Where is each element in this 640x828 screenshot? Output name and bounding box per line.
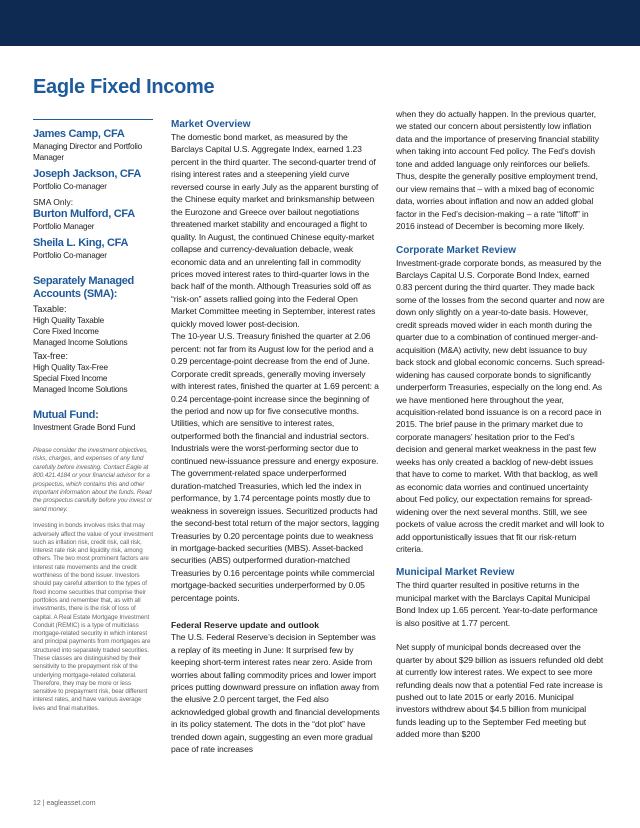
top-banner [0, 0, 640, 46]
market-overview-paragraph: The 10-year U.S. Treasury finished the quarter at 2.06 percent: not far from its August low for the period and a 0.29 percentage-point decrease from the end of June. Corporate credit spreads, generally moving inversely with interest rates, finished the quarter at 1.69 percent: a 0.24 percentage-point increase since the beginning of the period and now up for five consecutive months. Utilities, which are sensitive to interest rates, outperformed both the financial and industrial sectors. Industrials were the worst-performing sector due to continued new-issuance pressure and energy exposure. The government-related space underperformed duration-matched Treasuries, which led the index in performance, by 1.74 percentage points mostly due to weakness in sovereign issues. Securitized products had the second-best total return of the major sectors, lagging Treasuries by 0.20 percentage points due to weakness in mortgage-backed securities (MBS). Asset-backed securities (ABS) outperformed duration-matched Treasuries by 0.16 percentage points while commercial mortgage-backed securities underperformed by 0.05 percentage points. [171, 331, 380, 603]
municipal-heading: Municipal Market Review [396, 567, 515, 579]
strategy-item: Core Fixed Income [33, 327, 99, 336]
risk-disclosure: Investing in bonds involves risks that may adversely affect the value of your investment such as inflation risk, credit risk, call risk, interest rate risk and liquidity risk, among others. The two most prominent factors are interest rate movements and the credit worthiness of the bond issuer. Investors should pay careful attention to the types of fixed income securities that comprise their portfolios and remember that, as with all investments, there is the risk of loss of capital. A Real Estate Mortgage Investment Conduit (REMIC) is a type of multiclass mortgage-related security in which interest and principal payments from mortgages are structured into separately traded securities. These classes are distinguished by their sensitivity to the prepayment risk of the underlying mortgage-related collateral. Therefore, they may be more or less sensitive to prepayment risk, bear different interest rates, and have various average lives and final maturities. [33, 522, 153, 712]
manager-role: Portfolio Co-manager [33, 182, 107, 191]
taxable-label: Taxable: [33, 304, 67, 314]
strategy-item: High Quality Tax-Free [33, 363, 108, 372]
corporate-paragraph: Investment-grade corporate bonds, as measured by the Barclays Capital U.S. Corporate Bond Index, earned 0.83 percent during the third quarter. They made back some of the losses from the second quarter and now are down only slightly on a year-to-date basis. However, credit spreads moved wider in each month during the quarter due to a combination of continued merger-and-acquisition (M&A) activity, new debt issuance to buy back stock and global economic concerns. Such spread-widening has caused corporate bonds to significantly underperform Treasuries, especially on the long end. As we have mentioned here throughout the year, acquisition-related bond issuance is on a record pace in 2015. The brief pause in the primary market due to corporate managers’ hesitation prior to the Fed’s decision and general market weakness in the past few weeks has only created a backlog of new-debt issues that have to come to market. With that backlog, as well as economic data worries and continued uncertainty about Fed policy, our expectation remains for spread-widening over the next several months. Still, we see pockets of value across the credit market and will look to add opportunistically issues that fit our risk-return criteria. [396, 257, 605, 554]
manager-name: Sheila L. King, CFA [33, 237, 129, 249]
main-column-left [171, 119, 380, 756]
sma-heading: Separately Managed Accounts (SMA): [33, 275, 134, 300]
fed-paragraph: when they do actually happen. In the previous quarter, we stated our concern about persistently low inflation data and the importance of preserving financial stability when taking into account Fed policy. The Fed’s dovish tone and added language only reinforces our beliefs. Thus, despite the generally positive employment trend, our view remains that – with a mixed bag of economic data, worries about inflation and now an added global factor in the Fed’s decision-making – a rate “liftoff” in 2016 instead of December is becoming more likely. [396, 109, 599, 232]
municipal-paragraph: The third quarter resulted in positive returns in the municipal market with the Barclays Capital Municipal Bond Index up 1.65 percent. Year-to-date performance is also positive at 1.77 percent. [396, 580, 598, 628]
market-overview-heading: Market Overview [171, 119, 251, 130]
main-column-right [396, 108, 605, 741]
manager-name: Burton Mulford, CFA [33, 208, 135, 220]
sidebar [33, 119, 153, 713]
strategy-item: Managed Income Solutions [33, 338, 128, 347]
manager-role: Managing Director and Portfolio Manager [33, 142, 142, 162]
manager-name: James Camp, CFA [33, 128, 125, 140]
prospectus-disclaimer: Please consider the investment objectives, risks, charges, and expenses of any fund carefully before investing. Contact Eagle at 800.421.4184 or your financial advisor for a prospectus, which contains this and other important information about the funds. Read the prospectus carefully before you invest or send money. [33, 447, 153, 513]
page-title: Eagle Fixed Income [33, 76, 215, 98]
fund-item: Investment Grade Bond Fund [33, 423, 136, 432]
strategy-item: High Quality Taxable [33, 316, 104, 325]
strategy-item: Special Fixed Income [33, 374, 108, 383]
mutual-fund-heading: Mutual Fund: [33, 409, 99, 421]
corporate-heading: Corporate Market Review [396, 244, 517, 256]
manager-role: Portfolio Manager [33, 222, 95, 231]
manager-name: Joseph Jackson, CFA [33, 168, 142, 180]
sma-only-label: SMA Only: [33, 197, 74, 207]
manager-role: Portfolio Co-manager [33, 251, 107, 260]
sidebar-divider [33, 119, 153, 120]
page-footer: 12 | eagleasset.com [33, 800, 96, 807]
fed-paragraph: The U.S. Federal Reserve’s decision in September was a replay of its meeting in June: It surprised few by keeping short-term interest rates near zero. Aside from worries about falling commodity prices and lower import prices putting downward pressure on inflation away from the elusive 2.0 percent target, the Fed also acknowledged global growth and financial developments in its policy statement. The dots in the “dot plot” have trended down again, suggesting an even more gradual pace of rate increases [171, 632, 380, 755]
strategy-item: Managed Income Solutions [33, 385, 128, 394]
municipal-paragraph: Net supply of municipal bonds decreased over the quarter by about $29 billion as issuers refunded old debt at currently low interest rates. We expect to see more refunding deals now that a potential Fed rate increase is pushed out to late 2015 or early 2016. Municipal investors withdrew about $4.5 billion from municipal funds leading up to the September Fed meeting but added more than $200 [396, 642, 604, 740]
market-overview-paragraph: The domestic bond market, as measured by the Barclays Capital U.S. Aggregate Index, earned 1.23 percent in the third quarter. The second-quarter trend of rising interest rates and a steepening yield curve reversed course in early July as the apparent bursting of the Chinese equity market and brinksmanship between the Eurozone and Greece over bailout negotiations threatened market stability and encouraged a flight to quality. In August, the continued Chinese equity-market collapse and currency-devaluation debacle, weak economic data and an unrelenting fall in commodity prices moved interest rates to third-quarter lows in the back half of the month. Although Treasuries sold off as “risk-on” assets rallied going into the Federal Open Market Committee meeting in September, interest rates quickly moved lower post-decision. [171, 132, 379, 329]
fed-heading: Federal Reserve update and outlook [171, 620, 320, 631]
taxfree-label: Tax-free: [33, 351, 69, 361]
